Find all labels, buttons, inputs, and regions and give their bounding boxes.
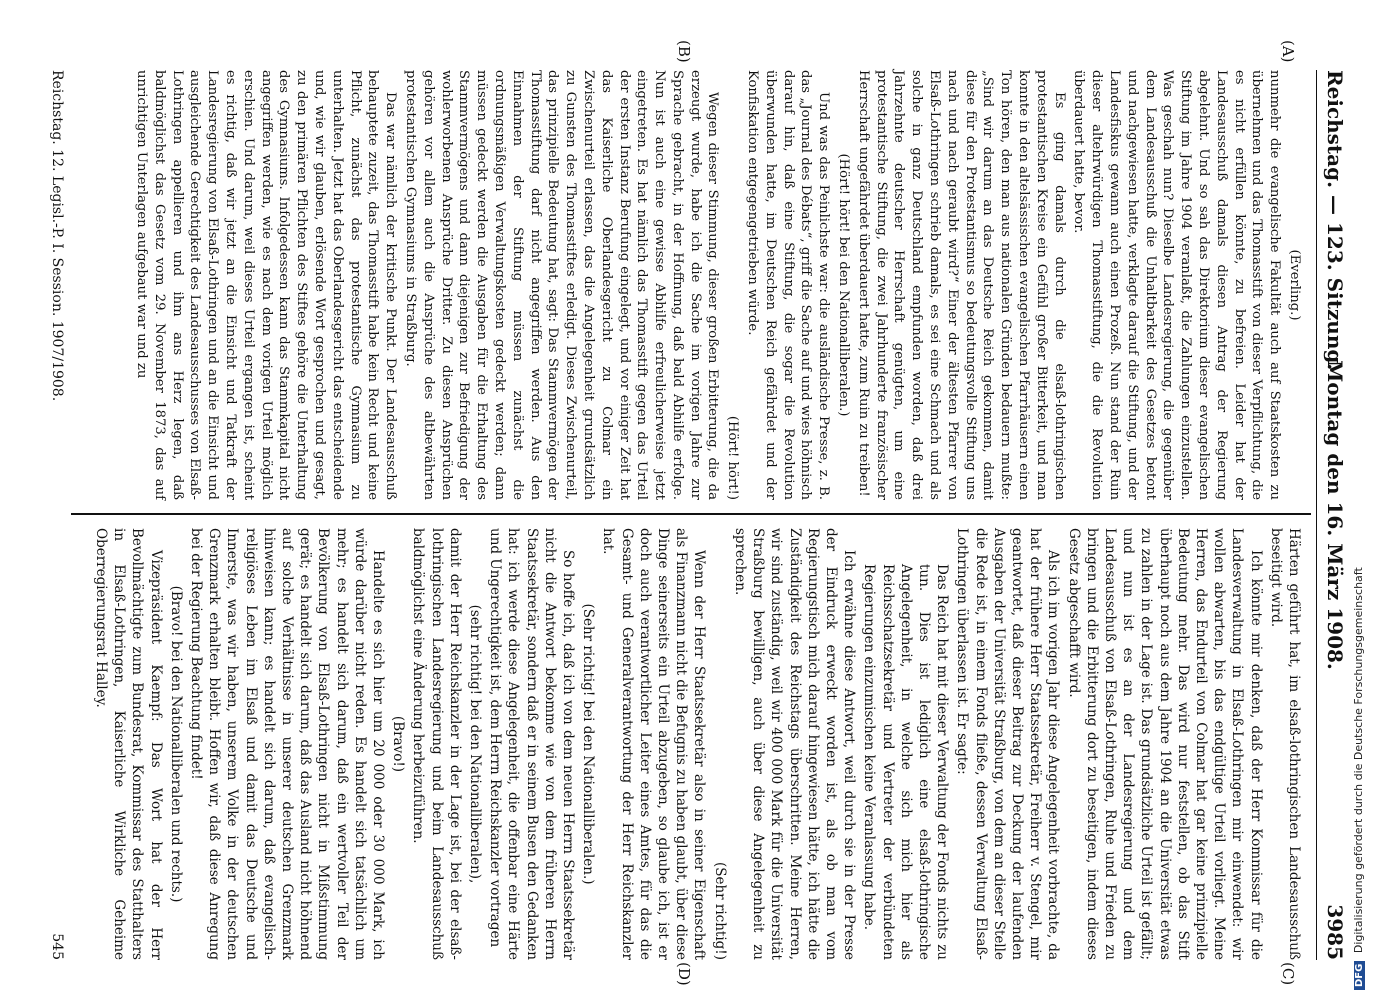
column-divider	[71, 513, 1311, 515]
paragraph: So hoffe ich, daß ich von dem neuen Herrn Staatssekretär nicht die Antwort bekomme wie von dem früheren Herrn Staatssekretär, sondern daß er in seinem Busen den Gedanken hat: ich werde diese Angelegenheit, die offenbar eine Härte und Ungerechtigkeit ist, dem Herrn Reichskanzler vortragen	[487, 528, 577, 960]
paragraph: Das war nämlich der kritische Punkt. Der Landesausschuß behauptete zuzeit, das Thomasstift habe kein Recht und keine Pflicht, zunächst das protestantische Gymnasium zu unterhalten. Jetzt hat das Oberlandesgericht das entscheidende und, wie wir glauben, erlösende Wort gesprochen und gesagt, zu den primären Pflichten des Stiftes gehöre die Unterhaltung des Gymnasiums. Infolgedessen kann das Stammkapital nicht angegriffen werden, wie es nach dem vorigen Urteil möglich erschien. Und darum, weil dieses Urteil ergangen ist, scheint es richtig, daß wir jetzt an die Einsicht und Tatkraft der Landesregierung von Elsaß-Lothringen und an die Einsicht und ausgleichende Gerechtigkeit des Landesausschusses von Elsaß-Lothringen appellieren und ihm ans Herz legen, daß baldmöglichst das Gesetz vom 29. November 1873, das auf unrichtigen Unterlagen aufgebaut war und zu	[134, 70, 399, 500]
paragraph: damit der Herr Reichskanzler in der Lage ist, bei der elsaß-lothringischen Landesregierung und beim Landesausschuß baldmöglichst eine Änderung herbeizuführen.	[410, 528, 463, 960]
page-footer	[37, 70, 65, 960]
paragraph: (sehr richtig! bei den Nationalliberalen),	[467, 604, 484, 884]
paragraph: Es ging damals durch die elsaß-lothringischen protestantischen Kreise ein Gefühl großer Bitterkeit, und man konnte in den altelsässischen evangelischen Pfarrhäusern einen Ton hören, den man aus nationalen Gründen bedauern mußte: „Sind wir darum an das Deutsche Reich gekommen, damit diese für den Protestantismus so bedeutungsvolle Stiftung uns nach und nach geraubt wird?“ Einer der ältesten Pfarrer von Elsaß-Lothringen schrieb damals, es sei eine Schmach und als solche in ganz Deutschland empfunden worden, daß drei Jahrzehnte deutscher Herrschaft genügten, um eine protestantische Stiftung, die zwei Jahrhunderte französischer Herrschaft ungefährdet überdauert hatte, zum Ruin zu treiben!	[855, 70, 1067, 500]
margin-mark-c: (C)	[1279, 962, 1297, 986]
margin-mark-a: (A)	[1279, 40, 1297, 63]
paragraph: Vizepräsident Kaempf: Das Wort hat der Herr Bevollmächtigte zum Bundesrat, Kommissar des Statthalters in Elsaß-Lothringen, Kaiserliche Wirkliche Geheime Oberregierungsrat Halley.	[93, 528, 164, 960]
paragraph: Das Reich hat mit dieser Verwaltung der Fonds nichts zu tun. Dies ist lediglich eine elsaß-lothringische Angelegenheit, in welche sich mich hier als Reichsschatzsekretär und Vertreter der verbündeten Regierungen einzumischen keine Veranlassung habe.	[861, 564, 951, 960]
dfg-logo: DFG	[1354, 961, 1365, 990]
credit-text: Digitalisierung gefördert durch die Deutsche Forschungsgemeinschaft	[1352, 567, 1365, 954]
paragraph: (Hört! hört! bei den Nationalliberalen.)	[836, 153, 852, 417]
digitization-credit	[1352, 567, 1365, 990]
left-column	[78, 70, 1303, 500]
paragraph: (Everling.)	[1287, 249, 1302, 321]
header-date: Montag den 16. März 1908.	[1323, 360, 1347, 670]
paragraph: Und was das Peinlichste war: die ausländische Presse, z. B. das „Journal des Débats“, griff die Sache auf und wies höhnisch darauf hin, daß eine Stiftung, die sogar die Revolution überwunden hatte, im Deutschen Reich gefährdet und der Konfiskation entgegengetrieben würde.	[745, 70, 832, 500]
footer-volume: Reichstag. 12. Legisl.-P. I. Session. 1907/1908.	[49, 70, 65, 402]
header-session: Reichstag. — 123. Sitzung.	[1323, 70, 1347, 371]
margin-mark-d: (D)	[675, 962, 693, 986]
paragraph: Wegen dieser Stimmung, dieser großen Erbitterung, die da erzeugt wurde, habe ich die Sache im vorigen Jahre zur Sprache gebracht, in der Hoffnung, daß bald Abhilfe erfolge. Nun ist auch eine gewisse Abhilfe erfreulicherweise jetzt eingetreten. Es hat nämlich das Thomasstift gegen das Urteil der ersten Instanz Berufung eingelegt, und vor einiger Zeit hat das Kaiserliche Oberlandesgericht zu Colmar ein Zwischenurteil erlassen, das die Angelegenheit grundsätzlich zu Gunsten des Thomasstiftes erledigt. Dieses Zwischenurteil, das prinzipielle Bedeutung hat, sagt: Das Stammvermögen der Thomasstiftung darf nicht angegriffen werden. Aus den Einnahmen der Stiftung müssen zunächst die ordnungsmäßigen Verwaltungskosten gedeckt werden; dann müssen gedeckt werden die Ausgaben für die Erhaltung des Stammvermögens und dann diejenigen zur Befriedigung der wohlerworbenen Ansprüche Dritter. Zu diesen Ansprüchen gehören vor allem auch die Ansprüche des altbewährten protestantischen Gymnasiums in Straßburg.	[402, 70, 721, 500]
paragraph: nunmehr die evangelische Fakultät auch auf Staatskosten zu übernehmen und das Thomasstift von dieser Verpflichtung, die es nicht erfüllen könnte, zu befreien. Leider hat der Landesausschuß damals diesen Antrag der Regierung abgelehnt. Und so sah das Direktorium dieser evangelischen Stiftung im Jahre 1904 veranlaßt, die Zahlungen einzustellen. Was geschah nun? Dieselbe Landesregierung, die gegenüber dem Landesausschuß die Unhaltbarkeit des Gesetzes betont und nachgewiesen hatte, verklagte darauf die Stiftung, und der Landesfiskus gewann auch einen Prozeß. Nun stand der Ruin dieser altehrwürdigen Thomasstiftung, die die Revolution überdauert hatte, bevor.	[1071, 70, 1283, 500]
paragraph: (Hört! hört!)	[725, 415, 741, 500]
footer-sheet-number: 545	[49, 933, 65, 960]
right-column	[78, 528, 1303, 960]
paragraph: Ich könnte mir denken, daß der Herr Kommissar für die Landesverwaltung in Elsaß-Lothringen mir einwendet: wir wollen abwarten, bis das endgültige Urteil vorliegt. Meine Herren, das Endurteil von Colmar hat gar keine prinzipielle Bedeutung mehr. Das wird nur feststellen, ob das Stift überhaupt noch aus dem Jahre 1904 an die Universität etwas zu zahlen in der Lage ist. Das grundsätzliche Urteil ist gefällt; und nun ist es an der Landesregierung und dem Landesausschuß von Elsaß-Lothringen, Ruhe und Frieden zu bringen und die Erbitterung dort zu beseitigen, indem dieses Gesetz abgeschafft wird.	[1065, 528, 1264, 960]
page-header	[1316, 70, 1353, 960]
paragraph: Härten geführt hat, im elsaß-lothringischen Landesausschuß beseitigt wird.	[1267, 528, 1302, 960]
paragraph: Handelte es sich hier um 20 000 oder 30 000 Mark, ich würde darüber nicht reden. Es handelt sich tatsächlich um mehr; es handelt sich darum, daß ein wertvoller Teil der Bevölkerung von Elsaß-Lothringen nicht in Mißstimmung gerät; es handelt sich darum, daß das Ausland nicht höhnend auf solche Verhältnisse in unserer deutschen Grenzmark hinweisen kann; es handelt sich darum, daß evangelisch-religiöses Leben im Elsaß und damit das Deutsche und Innerste, was wir haben, unserem Volke in der deutschen Grenzmark erhalten bleibt. Hoffen wir, daß diese Anregung bei der Regierung Beachtung findet!	[188, 528, 387, 960]
paragraph: Ich erwähne diese Antwort, weil durch sie in der Presse der Eindruck erweckt worden ist, als ob man vom Regierungstisch mich darauf hingewiesen hätte, ich hätte die Zuständigkeit des Reichstags überschritten. Meine Herren, wir sind zuständig, weil wir 400 000 Mark für die Universität Straßburg bewilligen, auch über diese Angelegenheit zu sprechen.	[731, 528, 858, 960]
paragraph: Wenn der Herr Staatssekretär also in seiner Eigenschaft als Finanzmann nicht die Befugnis zu haben glaubt, über diese Dinge seinerseits ein Urteil abzugeben, so glaube ich, ist er doch auch verantwortlicher Leiter eines Amtes, für das die Gesamt- und Generalverantwortung der Herr Reichskanzler hat.	[600, 528, 708, 960]
margin-mark-b: (B)	[675, 40, 693, 63]
paragraph: (Sehr richtig!)	[711, 861, 728, 960]
paragraph: Als ich im vorigen Jahr diese Angelegenheit vorbrachte, da hat der frühere Herr Staatssekretär, Freiherr v. Stengel, mir geantwortet, daß dieser Beitrag zur Deckung der laufenden Ausgaben der Universität Straßburg, von dem an dieser Stelle die Rede ist, in einem Fonds fließe, dessen Verwaltung Elsaß-Lothringen überlassen ist. Er sagte:	[954, 528, 1062, 960]
header-page-number: 3985	[1323, 904, 1347, 960]
paragraph: (Bravo! bei den Nationalliberalen und rechts.)	[167, 585, 184, 903]
paragraph: (Sehr richtig! bei den Nationalliberalen.)	[580, 603, 597, 885]
paragraph: (Bravo!)	[390, 715, 407, 773]
